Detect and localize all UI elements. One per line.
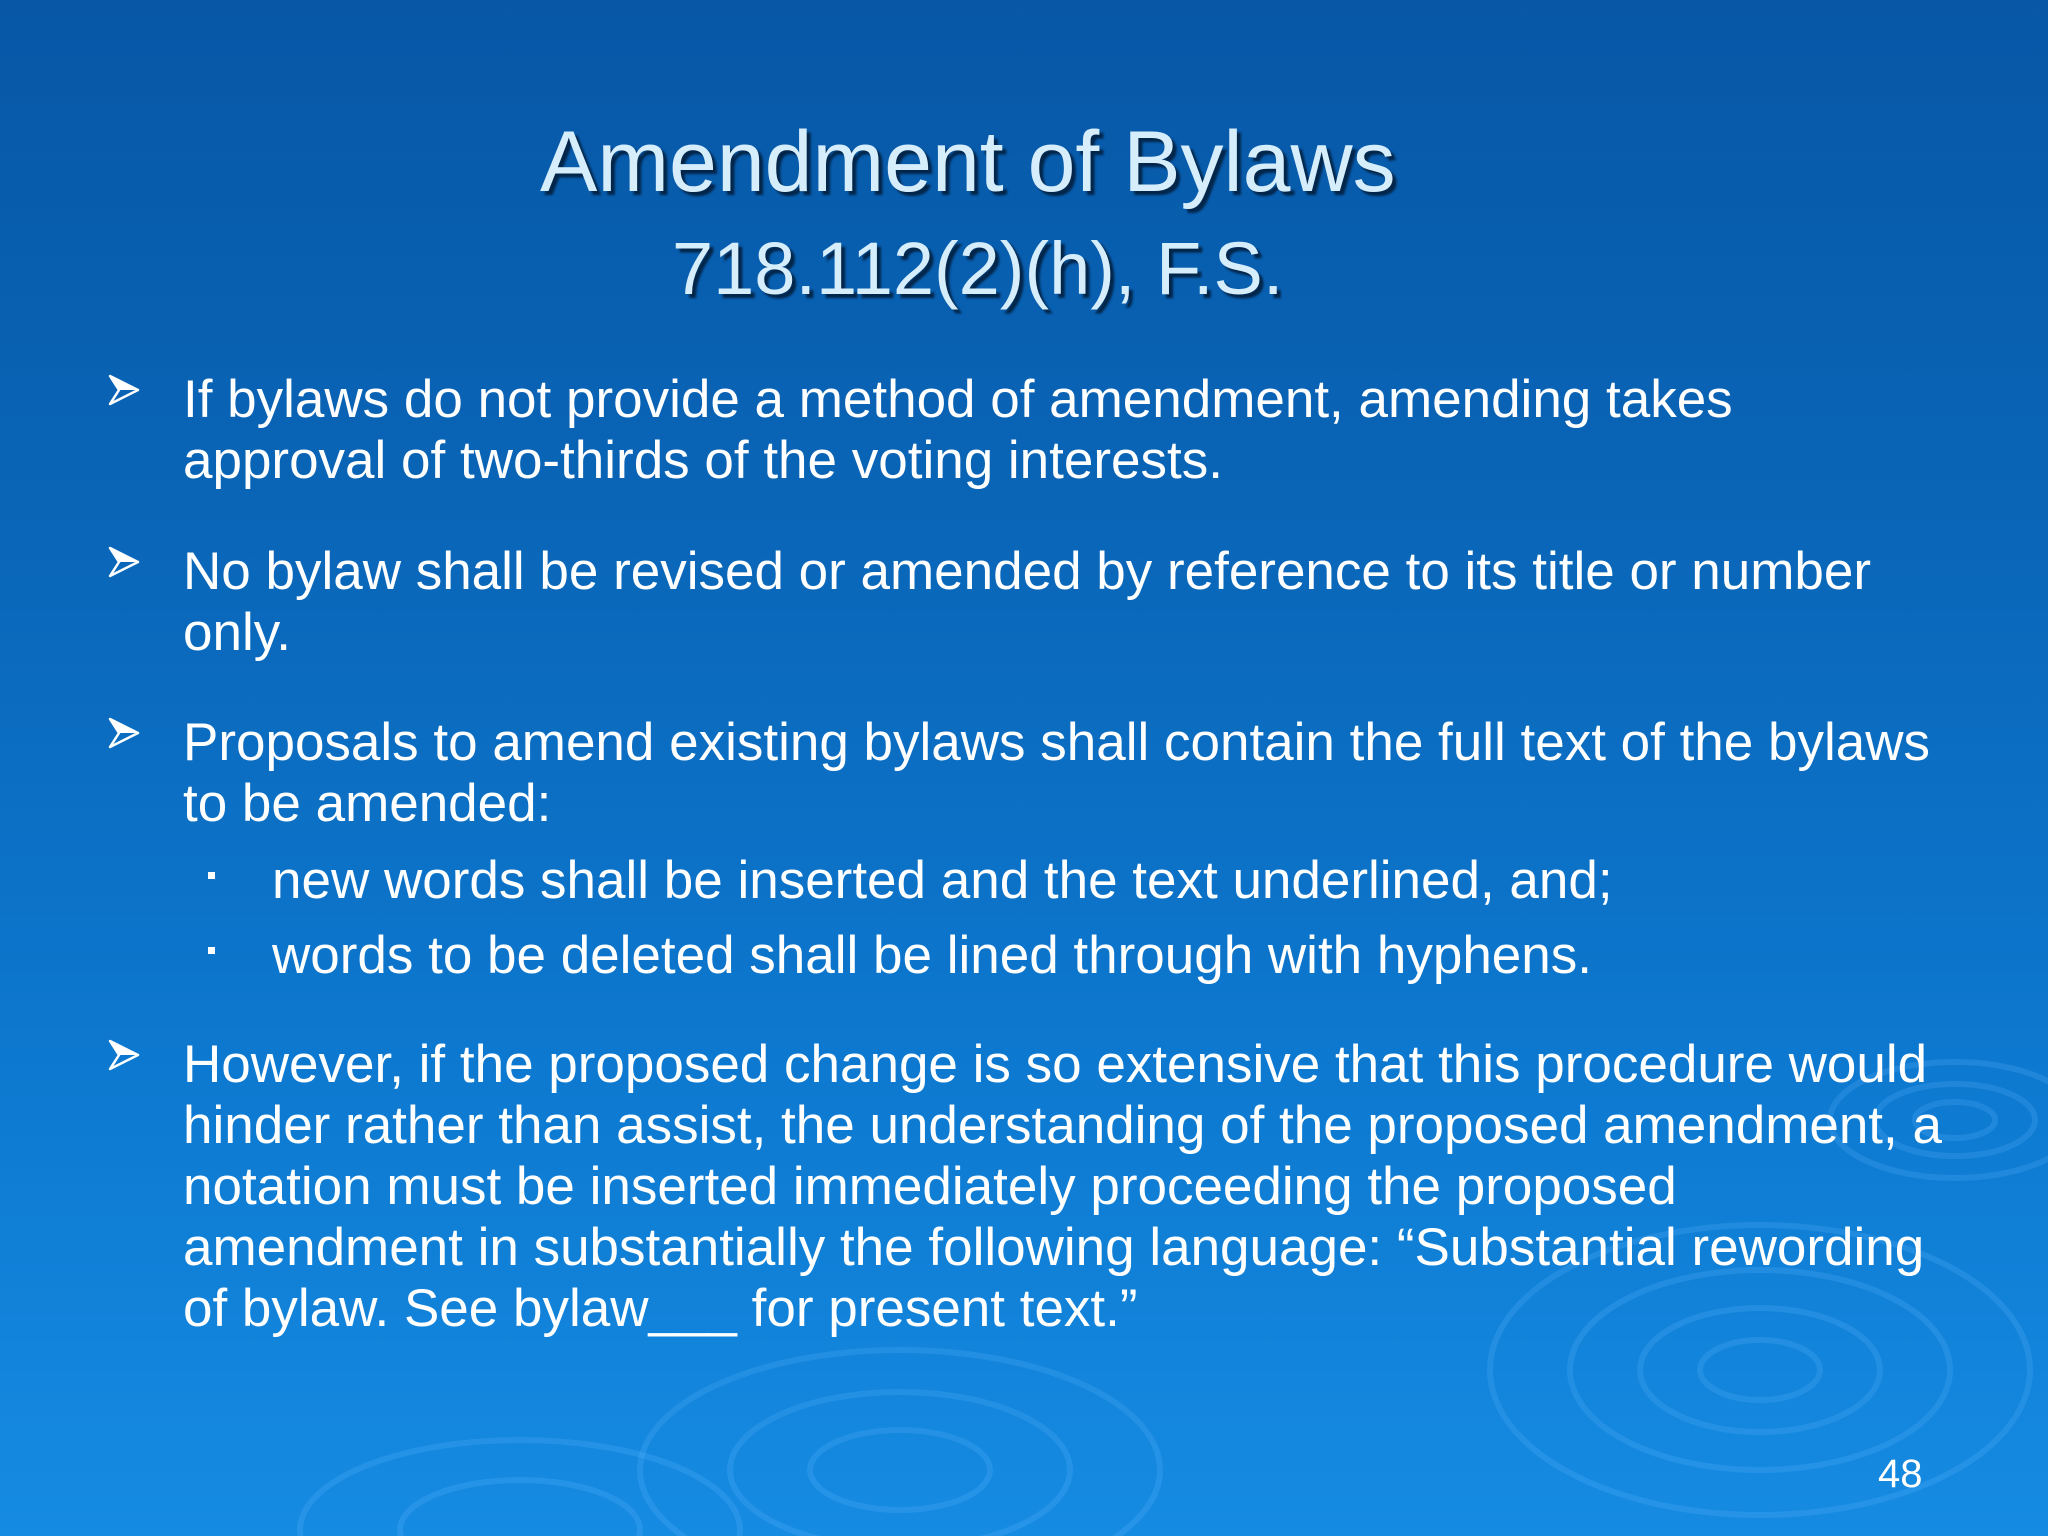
bullet-text: If bylaws do not provide a method of amendment, amending takes approval of two-thirds of the voting interests. [183,370,1733,490]
bullet-text: However, if the proposed change is so extensive that this procedure would hinder rather than assist, the understanding of the proposed amendment, a notation must be inserted immediately proceeding the proposed amendment in substantially the following language: “Substantial rewording of bylaw. See bylaw___ for present text.” [183,1035,1942,1338]
slide-subtitle: 718.112(2)(h), F.S. [672,227,1284,310]
bullet-text: Proposals to amend existing bylaws shall contain the full text of the bylaws to be amended: [183,713,1930,833]
square-bullet-icon [208,872,215,879]
arrowhead-bullet-icon [107,716,141,750]
square-bullet-icon [208,947,215,954]
sub-bullet-text: words to be deleted shall be lined through with hyphens. [272,926,1592,985]
bullet-item [183,369,1943,491]
sub-bullet-text: new words shall be inserted and the text underlined, and; [272,851,1613,910]
arrowhead-bullet-icon [107,373,141,407]
sub-bullet-item [272,925,1952,986]
bullet-text: No bylaw shall be revised or amended by reference to its title or number only. [183,542,1872,662]
page-number: 48 [1878,1452,1923,1496]
arrowhead-bullet-icon [107,545,141,579]
arrowhead-bullet-icon [107,1038,141,1072]
sub-bullet-item [272,850,1952,911]
bullet-item [183,541,1943,663]
bullet-item [183,712,1943,834]
slide-title: Amendment of Bylaws [540,114,1396,210]
bullet-item [183,1034,1943,1339]
